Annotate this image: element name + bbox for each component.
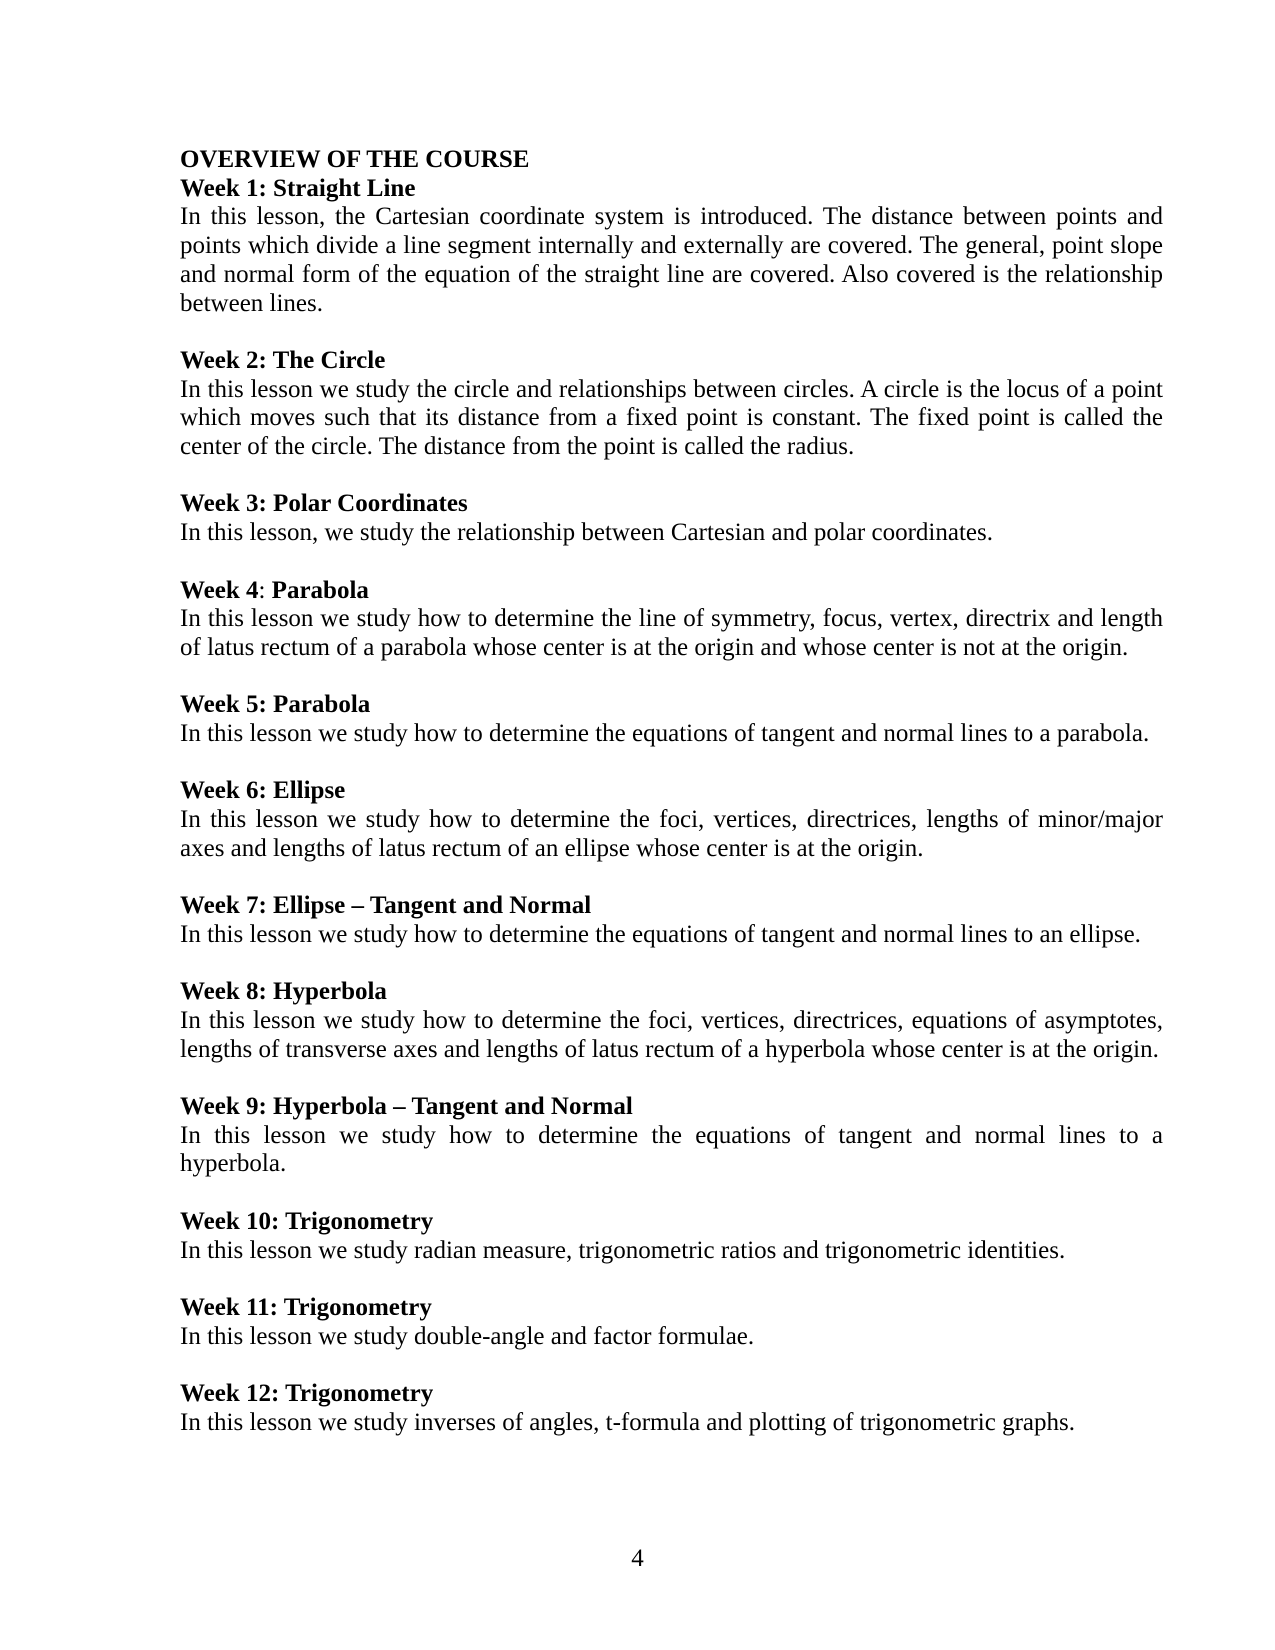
week-heading: Week 1: Straight Line	[180, 174, 416, 202]
week-heading: Week 12: Trigonometry	[180, 1380, 434, 1408]
page-footer	[0, 1545, 1275, 1574]
week-heading: Week 7: Ellipse – Tangent and Normal	[180, 892, 592, 920]
page-number: 4	[631, 1545, 644, 1572]
week-description: In this lesson we study how to determine the foci, vertices, directrices, equations of asymptotes, lengths of transverse axes and lengths of latus rectum of a hyperbola whose center is at the origin.	[180, 1006, 1163, 1063]
week-section	[180, 777, 1163, 863]
week-section	[180, 1380, 1163, 1437]
week-section	[180, 577, 1163, 663]
week-description: In this lesson, the Cartesian coordinate system is introduced. The distance between points and points which divide a line segment internally and externally are covered. The general, point slope and normal form of the equation of the straight line are covered. Also covered is the relationship between lines.	[180, 203, 1163, 317]
week-section	[180, 1093, 1163, 1179]
week-section	[180, 175, 1163, 319]
week-heading: Week 10: Trigonometry	[180, 1207, 434, 1235]
week-heading: Week 5: Parabola	[180, 691, 371, 719]
week-heading: Week 11: Trigonometry	[180, 1293, 432, 1321]
week-section	[180, 347, 1163, 462]
week-heading: Week 3: Polar Coordinates	[180, 490, 468, 518]
week-description: In this lesson we study radian measure, trigonometric ratios and trigonometric identities.	[180, 1236, 1066, 1264]
week-heading: Week 9: Hyperbola – Tangent and Normal	[180, 1093, 633, 1121]
week-description: In this lesson we study how to determine the equations of tangent and normal lines to a parabola.	[180, 720, 1150, 747]
course-overview-title: OVERVIEW OF THE COURSE	[180, 146, 530, 173]
week-description: In this lesson we study how to determine the equations of tangent and normal lines to an ellipse.	[180, 920, 1141, 948]
week-heading: Week 8: Hyperbola	[180, 978, 387, 1006]
week-heading: Week 4: Parabola	[180, 576, 369, 604]
week-description: In this lesson we study double-angle and factor formulae.	[180, 1322, 755, 1350]
week-heading: Week 2: The Circle	[180, 346, 386, 374]
week-description: In this lesson we study how to determine the foci, vertices, directrices, lengths of minor/major axes and lengths of latus rectum of an ellipse whose center is at the origin.	[180, 806, 1163, 862]
week-description: In this lesson we study how to determine the line of symmetry, focus, vertex, directrix and length of latus rectum of a parabola whose center is at the origin and whose center is not at the origin.	[180, 605, 1163, 661]
week-sections	[180, 175, 1163, 1438]
week-description: In this lesson we study how to determine the equations of tangent and normal lines to a hyperbola.	[180, 1121, 1163, 1178]
week-section	[180, 1294, 1163, 1351]
week-description: In this lesson we study the circle and relationships between circles. A circle is the locus of a point which moves such that its distance from a fixed point is constant. The fixed point is called the center of the circle. The distance from the point is called the radius.	[180, 375, 1163, 461]
week-description: In this lesson, we study the relationship between Cartesian and polar coordinates.	[180, 519, 993, 547]
week-section	[180, 892, 1163, 949]
document-content	[180, 146, 1163, 1437]
week-section	[180, 691, 1163, 748]
week-heading: Week 6: Ellipse	[180, 777, 346, 805]
week-section	[180, 978, 1163, 1064]
week-description: In this lesson we study inverses of angles, t-formula and plotting of trigonometric graphs.	[180, 1408, 1075, 1436]
week-section	[180, 1208, 1163, 1265]
week-section	[180, 490, 1163, 547]
